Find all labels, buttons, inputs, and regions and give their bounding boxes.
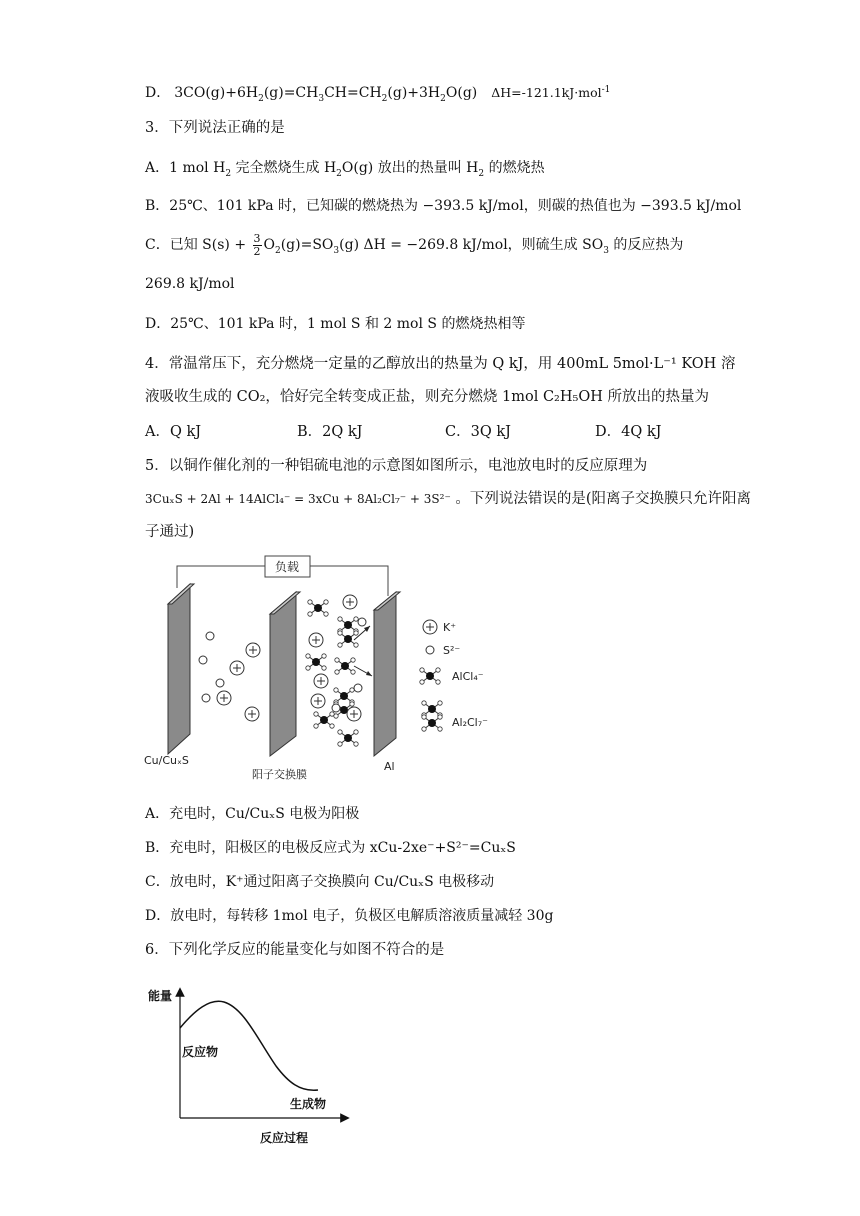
q3-option-c-line2: 269.8 kJ/mol [145,276,235,292]
energy-y-label: 能量 [148,989,173,1003]
q5-option-a: A．充电时，Cu/CuₓS 电极为阳极 [145,806,360,822]
q5-option-c: C．放电时，K⁺通过阳离子交换膜向 Cu/CuₓS 电极移动 [145,874,495,890]
external-circuit [177,556,388,596]
membrane-label: 阳子交换膜 [252,768,307,781]
q5-equation: 3CuₓS + 2Al + 14AlCl₄⁻ = 3xCu + 8Al₂Cl₇⁻ + 3S²⁻ [145,492,451,506]
q3-stem: 3．下列说法正确的是 [145,120,285,136]
left-electrode [168,584,194,754]
membrane [270,592,300,756]
q5-line3: 子通过) [145,524,195,540]
legend-s: S²⁻ [443,644,461,657]
reactant-label: 反应物 [182,1045,219,1059]
q4-option-a: A．Q kJ [145,424,202,440]
load-label: 负载 [274,560,300,574]
legend-al2cl7: Al₂Cl₇⁻ [452,716,488,729]
q5-line2: 3CuₓS + 2Al + 14AlCl₄⁻ = 3xCu + 8Al₂Cl₇⁻ + 3S²⁻ 。下列说法错误的是(阳离子交换膜只允许阳离 [145,491,752,507]
q3-option-b: B．25℃、101 kPa 时，已知碳的燃烧热为 −393.5 kJ/mol，则碳的热值也为 −393.5 kJ/mol [145,198,742,214]
right-electrode [374,592,400,756]
battery-diagram [140,548,488,781]
legend-alcl4: AlCl₄⁻ [452,670,484,683]
legend [420,620,488,731]
product-label: 生成物 [290,1097,327,1111]
q6-stem: 6．下列化学反应的能量变化与如图不符合的是 [145,942,445,958]
left-electrode-label: Cu/CuₓS [144,754,189,767]
q5-option-d: D．放电时，每转移 1mol 电子，负极区电解质溶液质量减轻 30g [145,908,554,924]
q4-line2: 液吸收生成的 CO₂，恰好完全转变成正盐，则充分燃烧 1mol C₂H₅OH 所放出的热量为 [145,389,709,405]
q4-option-c: C．3Q kJ [445,424,511,440]
q4-option-b: B．2Q kJ [297,424,363,440]
legend-k: K⁺ [443,621,457,634]
right-electrode-label: Al [384,760,395,773]
q3-option-d: D．25℃、101 kPa 时，1 mol S 和 2 mol S 的燃烧热相等 [145,316,526,332]
q5-option-b: B．充电时，阳极区的电极反应式为 xCu-2xe⁻+S²⁻=CuₓS [145,840,516,856]
q2-enthalpy: ΔH=-121.1kJ·mol$^{-1}$ [491,85,611,101]
q2-option-d-label: D． [145,85,171,102]
fraction-three-halves: $\frac{3}{2}$ [253,231,261,258]
q4-line1: 4．常温常压下，充分燃烧一定量的乙醇放出的热量为 Q kJ，用 400mL 5mol·L⁻¹ KOH 溶 [145,356,736,372]
energy-diagram [140,980,360,1150]
left-compartment-ions [199,632,260,721]
q3-option-c: C．已知 S(s) + $\frac{3}{2}$ $O_2(g)=SO_3(g) \Delta H = -269.8$ kJ/mol，则硫生成 $SO_3$ 的反应热为 [145,231,684,258]
q5-line1: 5．以铜作催化剂的一种铝硫电池的示意图如图所示，电池放电时的反应原理为 [145,458,648,474]
q4-options [145,422,661,442]
q2-equation: $3CO(g)+6H_2(g)=CH_3CH=CH_2(g)+3H_2O(g)$ [174,85,478,104]
energy-x-label: 反应过程 [260,1131,309,1145]
q3-option-a: A．1 mol $H_2$ 完全燃烧生成 $H_2O(g)$ 放出的热量叫 $H_2$ 的燃烧热 [145,160,545,179]
q2-option-d [145,80,610,109]
q4-option-d: D．4Q kJ [595,424,662,440]
right-compartment-ions [306,595,372,746]
